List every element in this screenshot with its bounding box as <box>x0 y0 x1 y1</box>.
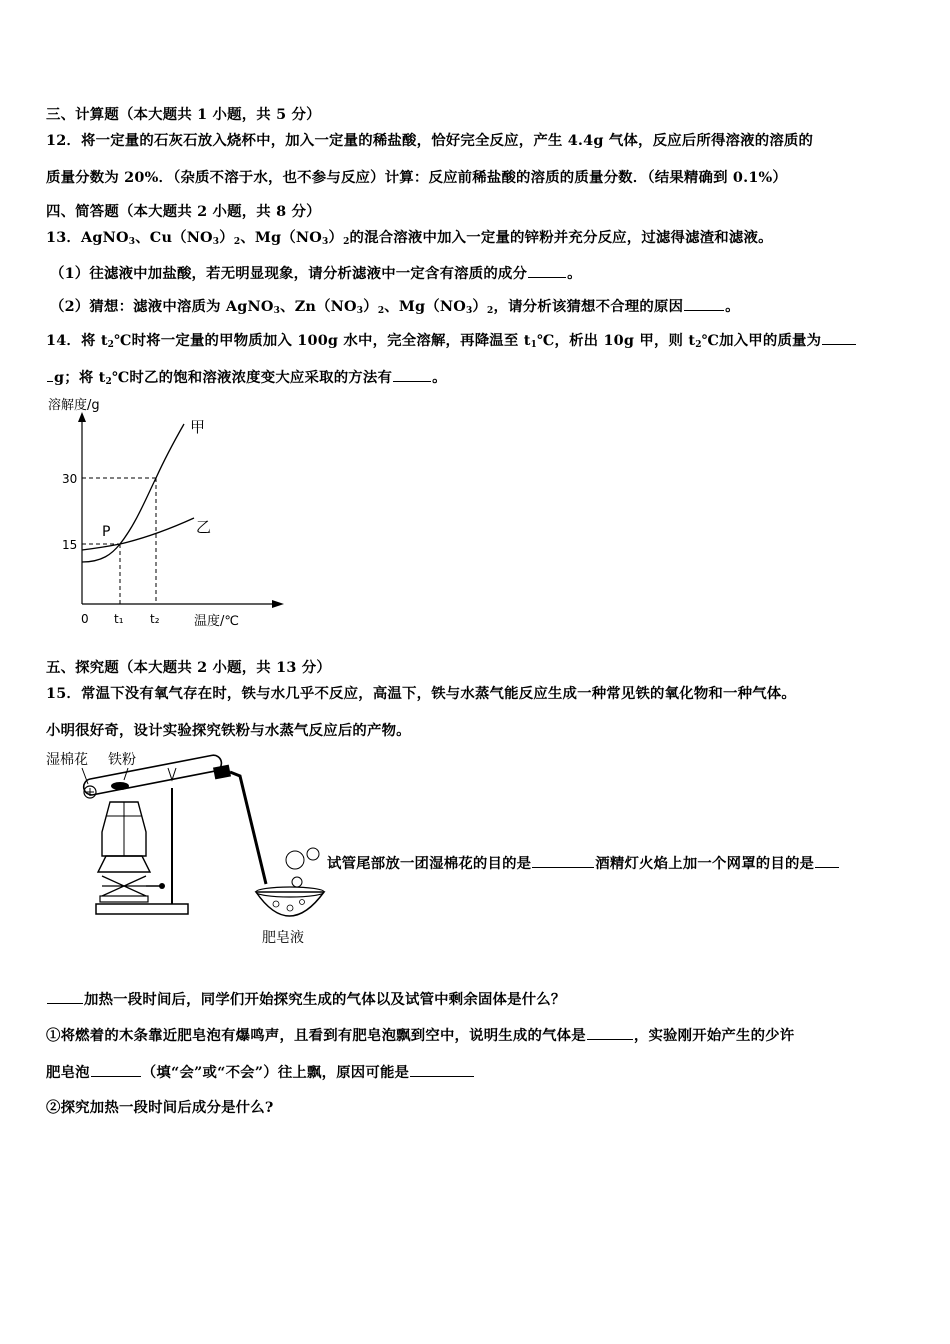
punct: 。 <box>567 265 582 282</box>
apparatus-figure <box>44 744 334 949</box>
series-yi-label: 乙 <box>196 518 212 536</box>
subscript: 3 <box>128 237 136 247</box>
q13-text-c: ） <box>219 229 234 246</box>
delivery-tube <box>230 772 266 884</box>
test-tube <box>82 754 222 796</box>
q13-stem <box>46 226 773 247</box>
x-tick-t2: t₂ <box>150 612 160 626</box>
q15-p1-text-a: ①将燃着的木条靠近肥皂泡有爆鸣声，且看到有肥皂泡飘到空中，说明生成的气体是 <box>46 1027 586 1044</box>
stand-base <box>96 904 188 914</box>
pointer-iron <box>124 768 128 780</box>
q14-line-2 <box>46 366 447 387</box>
q13-text-f: 的混合溶液中加入一定量的锌粉并充分反应，过滤得滤渣和滤液。 <box>349 229 773 246</box>
q13-2-text-c: ） <box>363 298 378 315</box>
answer-blank[interactable] <box>91 1062 141 1077</box>
punct: 。 <box>432 369 447 386</box>
q14-text-a: 14．将 t <box>46 332 108 349</box>
q13-text-d: 、Mg（NO <box>240 229 322 246</box>
q15-line-3-text: 加热一段时间后，同学们开始探究生成的气体以及试管中剩余固体是什么？ <box>84 991 566 1008</box>
q13-part-2 <box>50 295 740 316</box>
lab-jack <box>102 876 146 896</box>
answer-blank[interactable] <box>822 330 856 345</box>
q13-part-1 <box>50 262 582 283</box>
q13-text-e: ） <box>328 229 344 246</box>
section-5-heading: 五、探究题（本大题共 2 小题，共 13 分） <box>46 659 331 676</box>
q15-part-1-line-1 <box>46 1024 794 1045</box>
q15-side-text-b: 酒精灯火焰上加一个网罩的目的是 <box>595 855 815 872</box>
q15-line-1: 15．常温下没有氧气存在时，铁与水几乎不反应，高温下，铁与水蒸气能反应生成一种常见铁的氧化物和一种气体。 <box>46 685 796 702</box>
alcohol-lamp <box>98 856 150 872</box>
q13-2-text-d: 、Mg（NO <box>384 298 466 315</box>
soap-bubble <box>307 848 319 860</box>
q12-line-1: 12．将一定量的石灰石放入烧杯中，加入一定量的稀盐酸，恰好完全反应，产生 4.4g 气体，反应后所得溶液的溶质的 <box>46 132 814 149</box>
subscript: 1 <box>530 340 538 350</box>
q14-text-d: ℃加入甲的质量为 <box>701 332 822 349</box>
answer-blank[interactable] <box>587 1025 633 1040</box>
q15-part-1-line-2 <box>46 1061 475 1082</box>
label-iron-powder: 铁粉 <box>108 752 136 768</box>
subscript: 2 <box>377 306 385 316</box>
q14-text-e: g；将 t <box>54 369 106 386</box>
solubility-chart <box>44 392 294 637</box>
y-tick-15: 15 <box>62 538 78 552</box>
x-axis-label: 温度/℃ <box>194 614 239 629</box>
q15-side-text-a: 试管尾部放一团湿棉花的目的是 <box>327 855 532 872</box>
answer-blank[interactable] <box>684 296 724 311</box>
iron-powder <box>111 782 129 790</box>
q15-p1-text-b: ，实验刚开始产生的少许 <box>633 1027 795 1044</box>
q13-2-text-f: ，请分析该猜想不合理的原因 <box>493 298 684 315</box>
q15-side-text <box>327 852 840 873</box>
subscript: 2 <box>695 340 702 350</box>
point-p-label: P <box>102 524 111 540</box>
answer-blank[interactable] <box>410 1062 474 1077</box>
soap-bubble <box>286 851 304 869</box>
q14-text-b: ℃时将一定量的甲物质加入 100g 水中，完全溶解，再降温至 t <box>114 332 531 349</box>
answer-blank[interactable] <box>393 367 431 382</box>
q13-2-text-a: （2）猜想：滤液中溶质为 AgNO <box>50 298 274 315</box>
q15-line-2: 小明很好奇，设计实验探究铁粉与水蒸气反应后的产物。 <box>46 722 411 739</box>
q13-text-b: 、Cu（NO <box>135 229 213 246</box>
x-axis-arrow <box>272 600 284 608</box>
subscript: 2 <box>107 340 115 350</box>
q12-line-2: 质量分数为 20%．（杂质不溶于水，也不参与反应）计算：反应前稀盐酸的溶质的质量分数．（结果精确到 0.1%） <box>46 169 788 186</box>
punct: 。 <box>725 298 740 315</box>
q14-line-1 <box>46 329 857 350</box>
y-axis-label: 溶解度/g <box>48 398 100 413</box>
answer-blank[interactable] <box>528 263 566 278</box>
x-tick-t1: t₁ <box>114 612 124 626</box>
answer-blank[interactable] <box>47 989 83 1004</box>
answer-blank[interactable] <box>532 853 594 868</box>
q14-text-f: ℃时乙的饱和溶液浓度变大应采取的方法有 <box>111 369 393 386</box>
q15-p1-text-c: 肥皂泡 <box>46 1064 90 1081</box>
q13-2-text-e: ） <box>472 298 488 315</box>
x-tick-0: 0 <box>81 612 89 626</box>
subscript: 3 <box>356 306 364 316</box>
subscript: 2 <box>487 306 494 316</box>
q13-2-text-b: 、Zn（NO <box>280 298 357 315</box>
q13-text-a: 13．AgNO <box>46 229 129 246</box>
y-axis-arrow <box>78 412 86 422</box>
y-tick-30: 30 <box>62 472 78 486</box>
subscript: 3 <box>273 306 281 316</box>
q15-part-2: ②探究加热一段时间后成分是什么? <box>46 1099 274 1116</box>
q15-p1-text-d: （填“会”或“不会”）往上飘，原因可能是 <box>141 1064 410 1081</box>
stopper <box>213 765 231 780</box>
q14-text-c: ℃，析出 10g 甲，则 t <box>537 332 696 349</box>
subscript: 3 <box>212 237 220 247</box>
section-4-heading: 四、简答题（本大题共 2 小题，共 8 分） <box>46 203 321 220</box>
subscript: 3 <box>465 306 473 316</box>
q13-1-text: （1）往滤液中加盐酸，若无明显现象，请分析滤液中一定含有溶质的成分 <box>50 265 528 282</box>
section-3-heading: 三、计算题（本大题共 1 小题，共 5 分） <box>46 106 321 123</box>
series-jia-label: 甲 <box>190 418 206 436</box>
label-wet-cotton: 湿棉花 <box>46 752 88 768</box>
answer-blank[interactable] <box>815 853 839 868</box>
q15-line-3 <box>46 988 566 1009</box>
subscript: 2 <box>233 237 241 247</box>
soap-bubble <box>292 877 302 887</box>
answer-blank[interactable] <box>47 367 53 382</box>
label-soap-solution: 肥皂液 <box>262 930 304 946</box>
subscript: 2 <box>343 237 350 247</box>
curve-yi <box>82 518 194 550</box>
subscript: 2 <box>105 377 112 387</box>
subscript: 3 <box>322 237 329 247</box>
